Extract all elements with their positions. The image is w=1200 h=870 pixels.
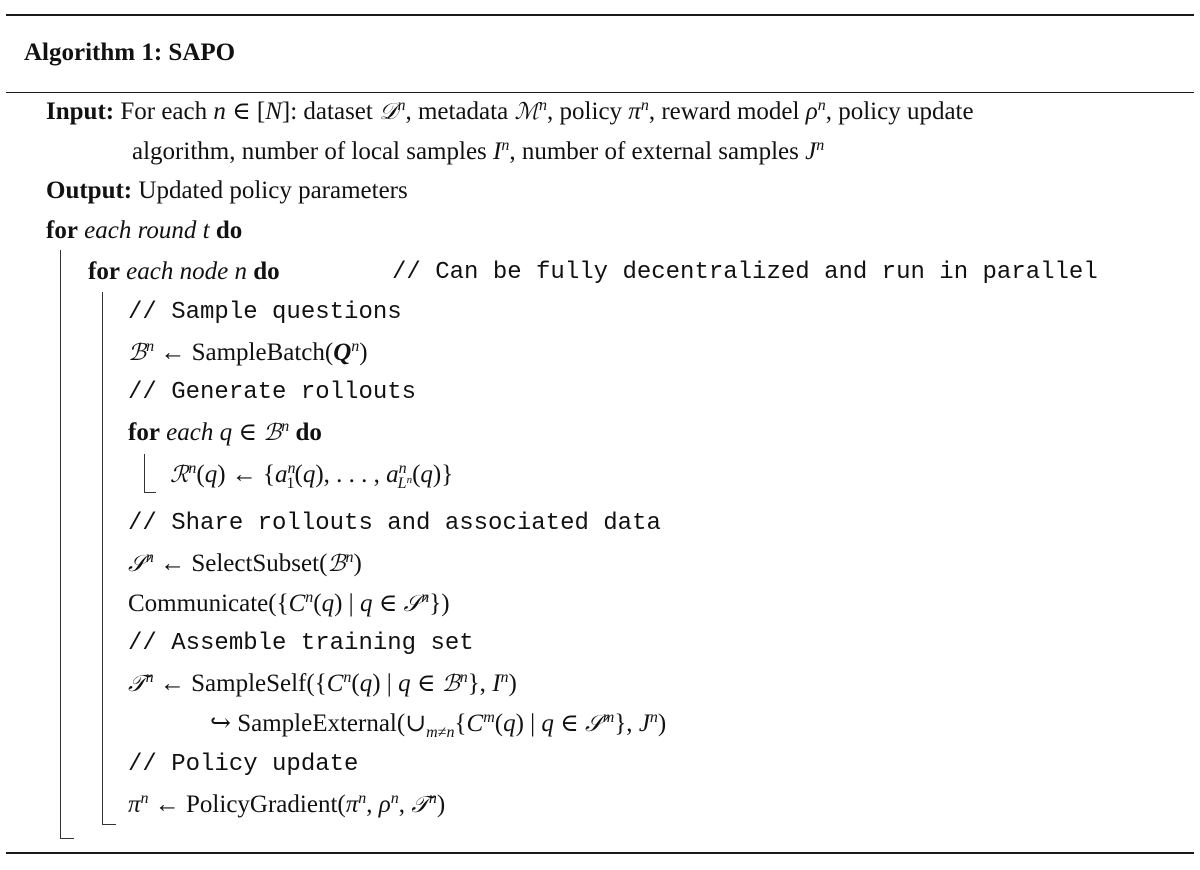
title-rule xyxy=(6,92,1194,93)
rollout-do-keyword: do xyxy=(295,419,322,446)
input-line: Input: For each n ∈ [N]: dataset 𝒟$^n$, metadata ℳ$^n$, policy $\pi^n$, reward model $\rho^n$, policy update xyxy=(46,97,974,125)
algorithm-title: Algorithm 1: SAPO xyxy=(24,39,236,66)
rollout-loop-header: for each q ∈ ℬ$^n$ do xyxy=(128,418,322,446)
fn-communicate: Communicate xyxy=(128,590,269,617)
outer-loop-header xyxy=(46,216,242,246)
outer-loop-foot xyxy=(60,838,74,839)
sample-self-statement: 𝒯$^n$ ← $SampleSelf(\{C^n(q)$ | q ∈ ℬ$^n$}, $I^n$) xyxy=(128,669,517,697)
comment-assemble-training: // Assemble training set xyxy=(128,630,474,657)
input-label: Input: xyxy=(46,98,115,125)
select-subset-statement: 𝒮$^n$ ← SelectSubset(ℬ$^n$) xyxy=(128,549,362,577)
inner-loop-var: each node n xyxy=(126,258,247,285)
comment-share-rollouts: // Share rollouts and associated data xyxy=(128,510,661,537)
fn-sample-batch: SampleBatch xyxy=(191,339,325,366)
inner-loop-comment: // Can be fully decentralized and run in parallel xyxy=(392,259,1098,286)
inner-do-keyword: do xyxy=(253,258,280,285)
fn-sample-self: SampleSelf xyxy=(191,670,307,697)
inner-loop-header xyxy=(88,257,280,287)
comment-generate-rollouts: // Generate rollouts xyxy=(128,379,417,406)
fn-policy-gradient: PolicyGradient xyxy=(186,791,338,818)
fn-select-subset: SelectSubset xyxy=(191,550,320,577)
comment-policy-update: // Policy update xyxy=(128,751,359,778)
policy-gradient-statement: $\pi^n$ ← $PolicyGradient(\pi^n$, $\rho^n$, 𝒯$^n$) xyxy=(128,790,446,818)
inner-loop-foot xyxy=(102,824,116,825)
outer-for-keyword: for xyxy=(46,217,78,244)
outer-loop-bar xyxy=(60,250,61,838)
sample-batch-statement: ℬ$^n$ ← $SampleBatch(Q^n)$ xyxy=(128,338,368,366)
outer-do-keyword: do xyxy=(215,217,243,244)
output-line xyxy=(46,176,408,206)
input-line-continued: algorithm, number of local samples $I^n$, number of external samples $J^n$ xyxy=(132,137,825,165)
rollout-loop-bar xyxy=(144,454,145,492)
rollout-for-keyword: for xyxy=(128,419,160,446)
comment-sample-questions: // Sample questions xyxy=(128,299,402,326)
top-rule xyxy=(6,14,1194,16)
rollouts-statement: ℛ$^n$(q) ← {$a^n_1(q)$, . . . , $a^n_{L^n}(q)$} xyxy=(170,460,454,492)
output-label: Output: xyxy=(46,177,133,204)
inner-for-keyword: for xyxy=(88,258,120,285)
bottom-rule xyxy=(6,852,1194,854)
fn-sample-external: SampleExternal xyxy=(237,710,397,737)
output-text: Updated policy parameters xyxy=(138,177,408,204)
inner-loop-bar xyxy=(102,292,103,824)
outer-loop-var: each round t xyxy=(84,217,210,244)
sample-external-statement: ↪ $SampleExternal(\cup_{m\ne n}\{C^m(q)$ | q ∈ 𝒮$^m$}, $J^n$) xyxy=(210,709,667,741)
rollout-loop-foot xyxy=(144,492,156,493)
communicate-statement: $Communicate(\{C^n(q)$ | q ∈ 𝒮$^n$}) xyxy=(128,589,450,617)
